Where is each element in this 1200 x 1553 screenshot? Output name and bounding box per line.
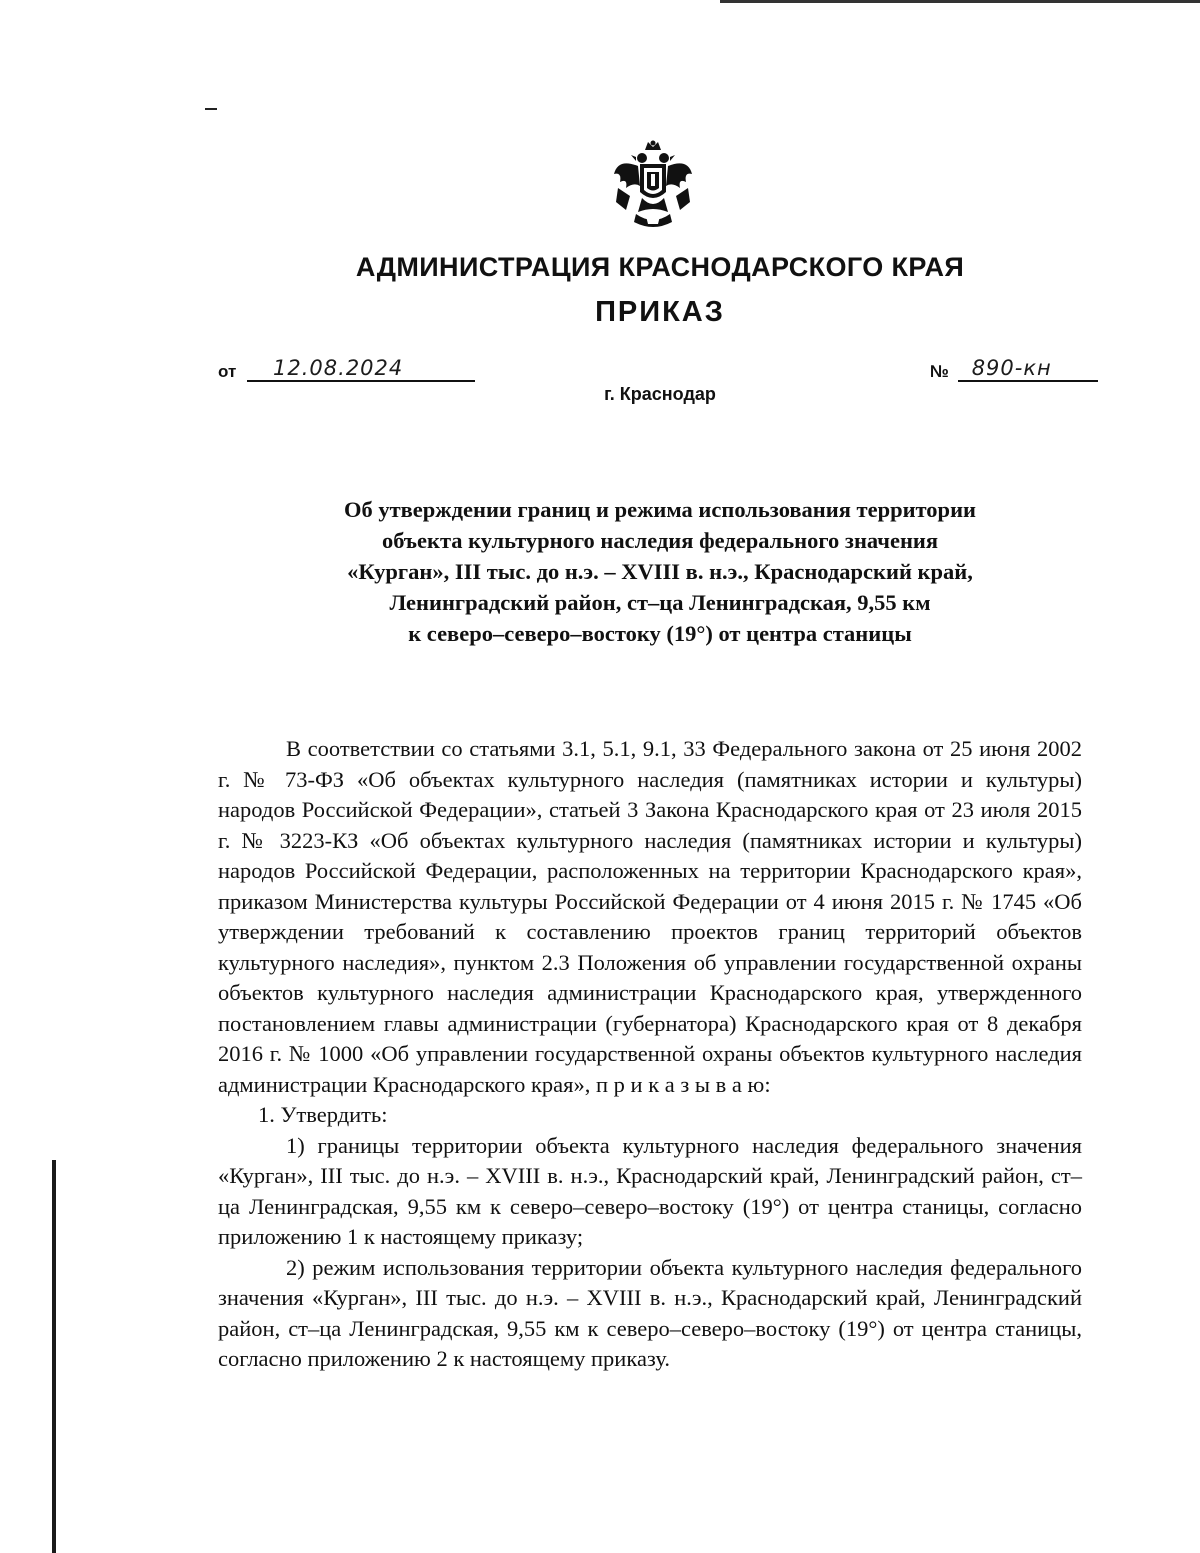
- subject-line: к северо–северо–востоку (19°) от центра станицы: [408, 621, 912, 646]
- item-1: 1. Утвердить:: [258, 1102, 388, 1127]
- subitem-1: 1) границы территории объекта культурного наследия федерального значения «Курган», III тыс. до н.э. – XVIII в. н.э., Краснодарский край, Ленинградский район, ст–ца Ленинградская, 9,55 км к северо–северо–востоку (19°) от центра станицы, согласно приложению 1 к настоящему приказу;: [218, 1132, 1082, 1249]
- number-field: [930, 358, 1098, 382]
- number-prefix: №: [930, 362, 949, 381]
- date-value: 12.08.2024: [273, 356, 404, 380]
- subject-line: Ленинградский район, ст–ца Ленинградская, 9,55 км: [389, 590, 931, 615]
- date-line: [247, 358, 475, 382]
- subject-line: Об утверждении границ и режима использования территории: [343, 497, 977, 522]
- subject-line: «Курган», III тыс. до н.э. – XVIII в. н.э., Краснодарский край,: [347, 559, 973, 584]
- date-field: [218, 358, 475, 382]
- organization-name: АДМИНИСТРАЦИЯ КРАСНОДАРСКОГО КРАЯ: [355, 252, 965, 282]
- coat-of-arms-icon: [612, 140, 694, 232]
- number-value: 890-кн: [971, 356, 1052, 380]
- subject-line: объекта культурного наследия федерального значения: [381, 528, 939, 553]
- document-body: [218, 734, 1082, 1375]
- city: г. Краснодар: [604, 384, 716, 404]
- date-prefix: от: [218, 362, 237, 381]
- scan-edge-left: [52, 1160, 56, 1553]
- number-line: [958, 358, 1098, 382]
- scan-mark: [205, 108, 217, 110]
- scan-edge-top: [720, 0, 1200, 3]
- subitem-2: 2) режим использования территории объекта культурного наследия федерального значения «Курган», III тыс. до н.э. – XVIII в. н.э., Краснодарский край, Ленинградский район, ст–ца Ленинградская, 9,55 км к северо–северо–востоку (19°) от центра станицы, согласно приложению 2 к настоящему приказу.: [218, 1254, 1082, 1371]
- preamble-paragraph: В соответствии со статьями 3.1, 5.1, 9.1, 33 Федерального закона от 25 июня 2002 г. № 73-ФЗ «Об объектах культурного наследия (памятниках истории и культуры) народов Российской Федерации», статьей 3 Закона Краснодарского края от 23 июля 2015 г. № 3223-КЗ «Об объектах культурного наследия (памятниках истории и культуры) народов Российской Федерации, расположенных на территории Краснодарского края», приказом Министерства культуры Российской Федерации от 4 июня 2015 г. № 1745 «Об утверждении требований к составлению проектов границ территорий объектов культурного наследия», пунктом 2.3 Положения об управлении государственной охраны объектов культурного наследия администрации Краснодарского края, утвержденного постановлением главы администрации (губернатора) Краснодарского края от 8 декабря 2016 г. № 1000 «Об управлении государственной охраны объектов культурного наследия администрации Краснодарского края», п р и к а з ы в а ю:: [218, 736, 1082, 1097]
- document-type: ПРИКАЗ: [595, 296, 725, 328]
- document-subject: [240, 494, 1080, 649]
